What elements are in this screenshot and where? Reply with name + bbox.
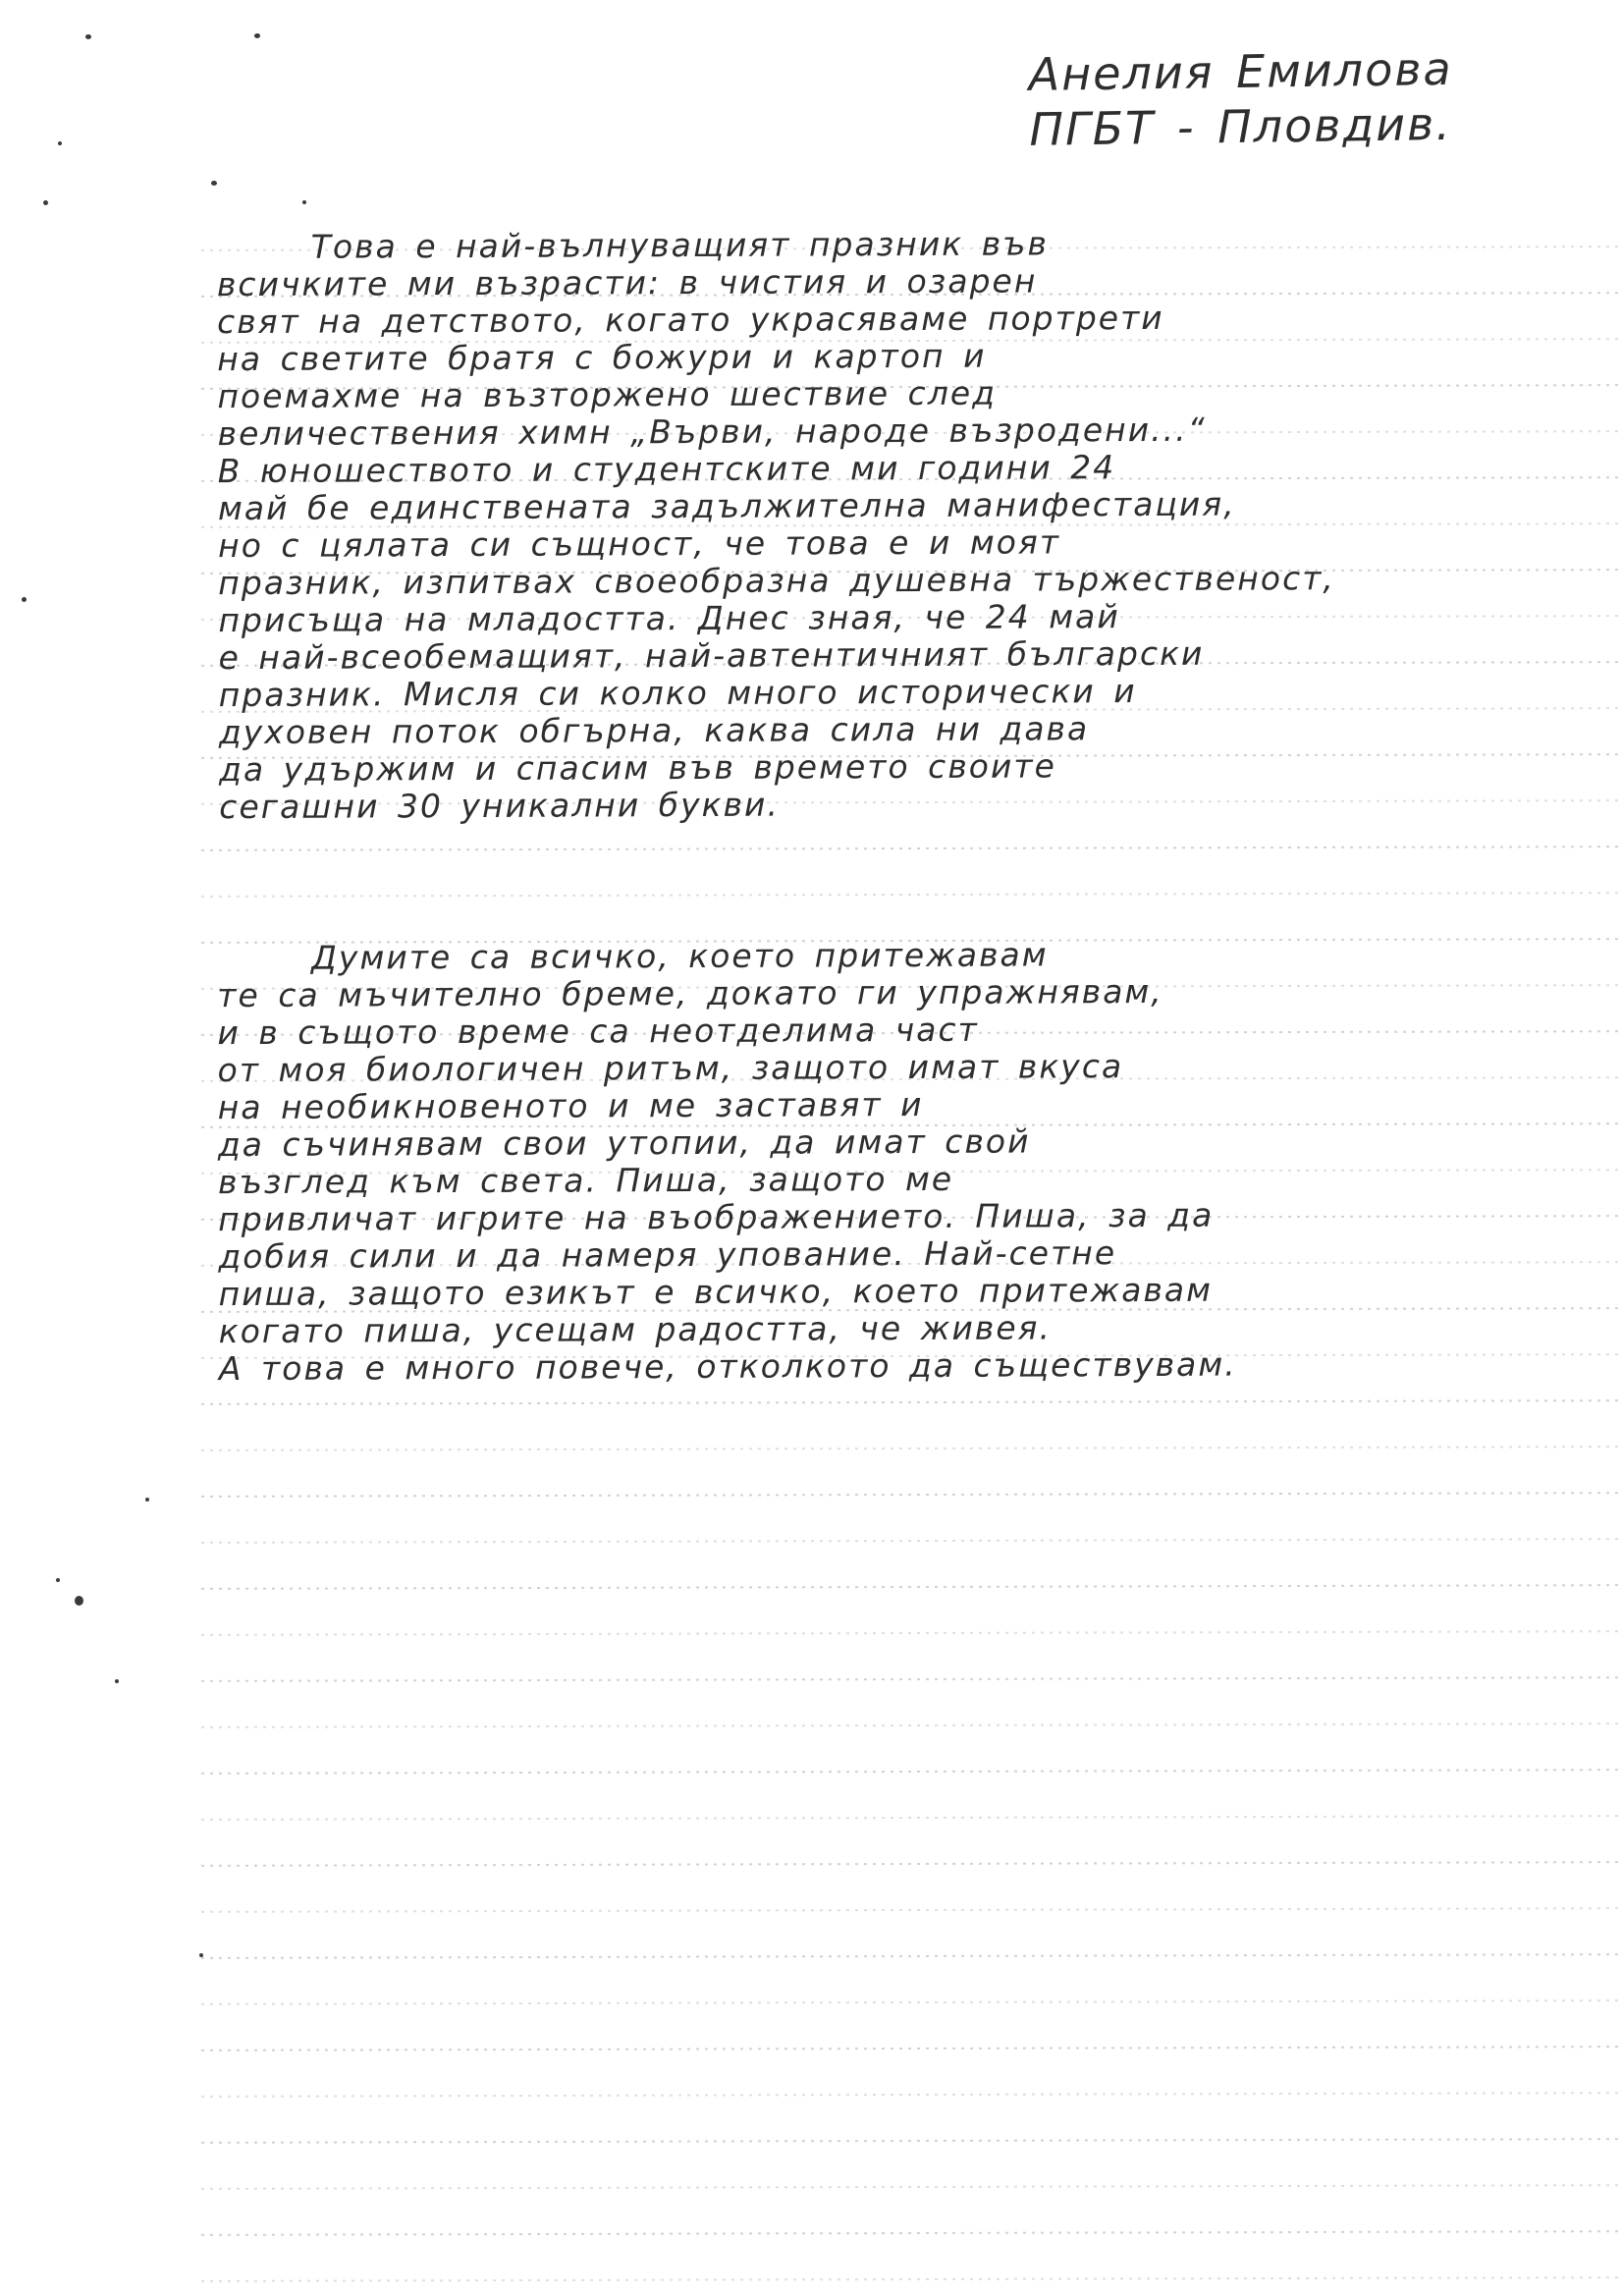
scan-speck [56,1578,60,1582]
handwritten-line: величествения химн „Върви, народе възродени...“ [217,410,1207,454]
rule-line [201,1446,1622,1451]
rule-line [201,2230,1622,2236]
handwritten-line: сегашни 30 уникални букви. [219,785,781,827]
scan-speck [199,1953,203,1957]
handwritten-line: е най-всеобемащият, най-автентичният български [218,633,1205,678]
rule-line [201,1538,1622,1544]
rule-line [201,1399,1622,1405]
essay-paragraph-1 [217,223,1622,826]
rule-line [201,846,1622,851]
handwritten-line: на светите братя с божури и картоп и [217,336,987,379]
rule-line [201,1630,1622,1636]
handwritten-line: те са мъчително бреме, докато ги упражнявам, [217,971,1163,1015]
rule-line [201,2276,1622,2282]
handwritten-line: добия сили и да намеря упование. Най-сетне [218,1233,1117,1277]
rule-line [201,892,1622,898]
handwritten-line: да съчинявам свои утопии, да имат свой [217,1121,1031,1165]
handwritten-line: присъща на младостта. Днес зная, че 24 май [218,597,1120,640]
scan-speck [75,1596,83,1606]
rule-line [201,2138,1622,2144]
rule-line [201,1769,1622,1775]
rule-line [201,2184,1622,2190]
scan-speck [145,1498,149,1502]
rule-line [201,2046,1622,2051]
handwritten-line: когато пиша, усещам радостта, че живея. [218,1308,1053,1351]
handwritten-line: празник. Мисля си колко много исторически и [218,672,1137,715]
handwritten-line: поемахме на възторжено шествие след [217,373,998,416]
rule-line [201,1861,1622,1867]
handwritten-line: празник, изпитвах своеобразна душевна тържественост, [218,559,1335,603]
handwritten-line: привличат игрите на въображението. Пиша, за да [218,1195,1215,1239]
rule-line [201,1584,1622,1590]
rule-line [201,1999,1622,2005]
author-block [1028,39,1580,157]
handwritten-line: май бе единствената задължителна манифестация, [217,484,1236,528]
rule-line [201,2092,1622,2098]
handwritten-line: възглед към света. Пиша, защото ме [218,1159,954,1202]
handwritten-line: Думите са всичко, което притежавам [311,935,1049,977]
scan-speck [115,1679,119,1683]
scan-speck [43,200,48,205]
handwritten-line: да удържим и спасим във времето своите [218,746,1056,790]
rule-line [201,1492,1622,1498]
scan-speck [254,33,260,38]
handwritten-line: от моя биологичен ритъм, защото имат вкуса [217,1047,1124,1090]
handwritten-line: пиша, защото езикът е всичко, което притежавам [218,1270,1214,1314]
scan-speck [85,34,91,39]
author-school: ПГБТ - Пловдив. [1029,96,1453,156]
rule-line [201,1907,1622,1913]
handwritten-line: свят на детството, когато украсяваме портрети [217,298,1164,342]
handwritten-line: духовен поток обгърна, каква сила ни дава [218,709,1090,752]
handwritten-line: А това е много повече, отколкото да съществувам. [218,1344,1237,1389]
essay-paragraph-2 [217,934,1622,1388]
handwritten-line: Това е най-вълнуващият празник във [310,224,1049,266]
scan-speck [211,181,217,186]
rule-line [201,1953,1622,1959]
scan-speck [58,141,62,145]
rule-line [201,1722,1622,1728]
scan-speck [22,597,27,602]
handwritten-line: на необикновеното и ме заставят и [217,1084,924,1127]
handwritten-line: В юношеството и студентските ми години 24 [217,448,1116,491]
handwritten-line: но с цялата си същност, че това е и моят [218,522,1061,566]
handwritten-line: и в същото време са неотделима част [217,1010,979,1053]
scan-speck [302,200,306,204]
handwritten-line: всичките ми възрасти: в чистия и озарен [216,261,1038,304]
rule-line [201,1815,1622,1821]
rule-line [201,1676,1622,1682]
author-name: Анелия Емилова [1028,41,1453,101]
